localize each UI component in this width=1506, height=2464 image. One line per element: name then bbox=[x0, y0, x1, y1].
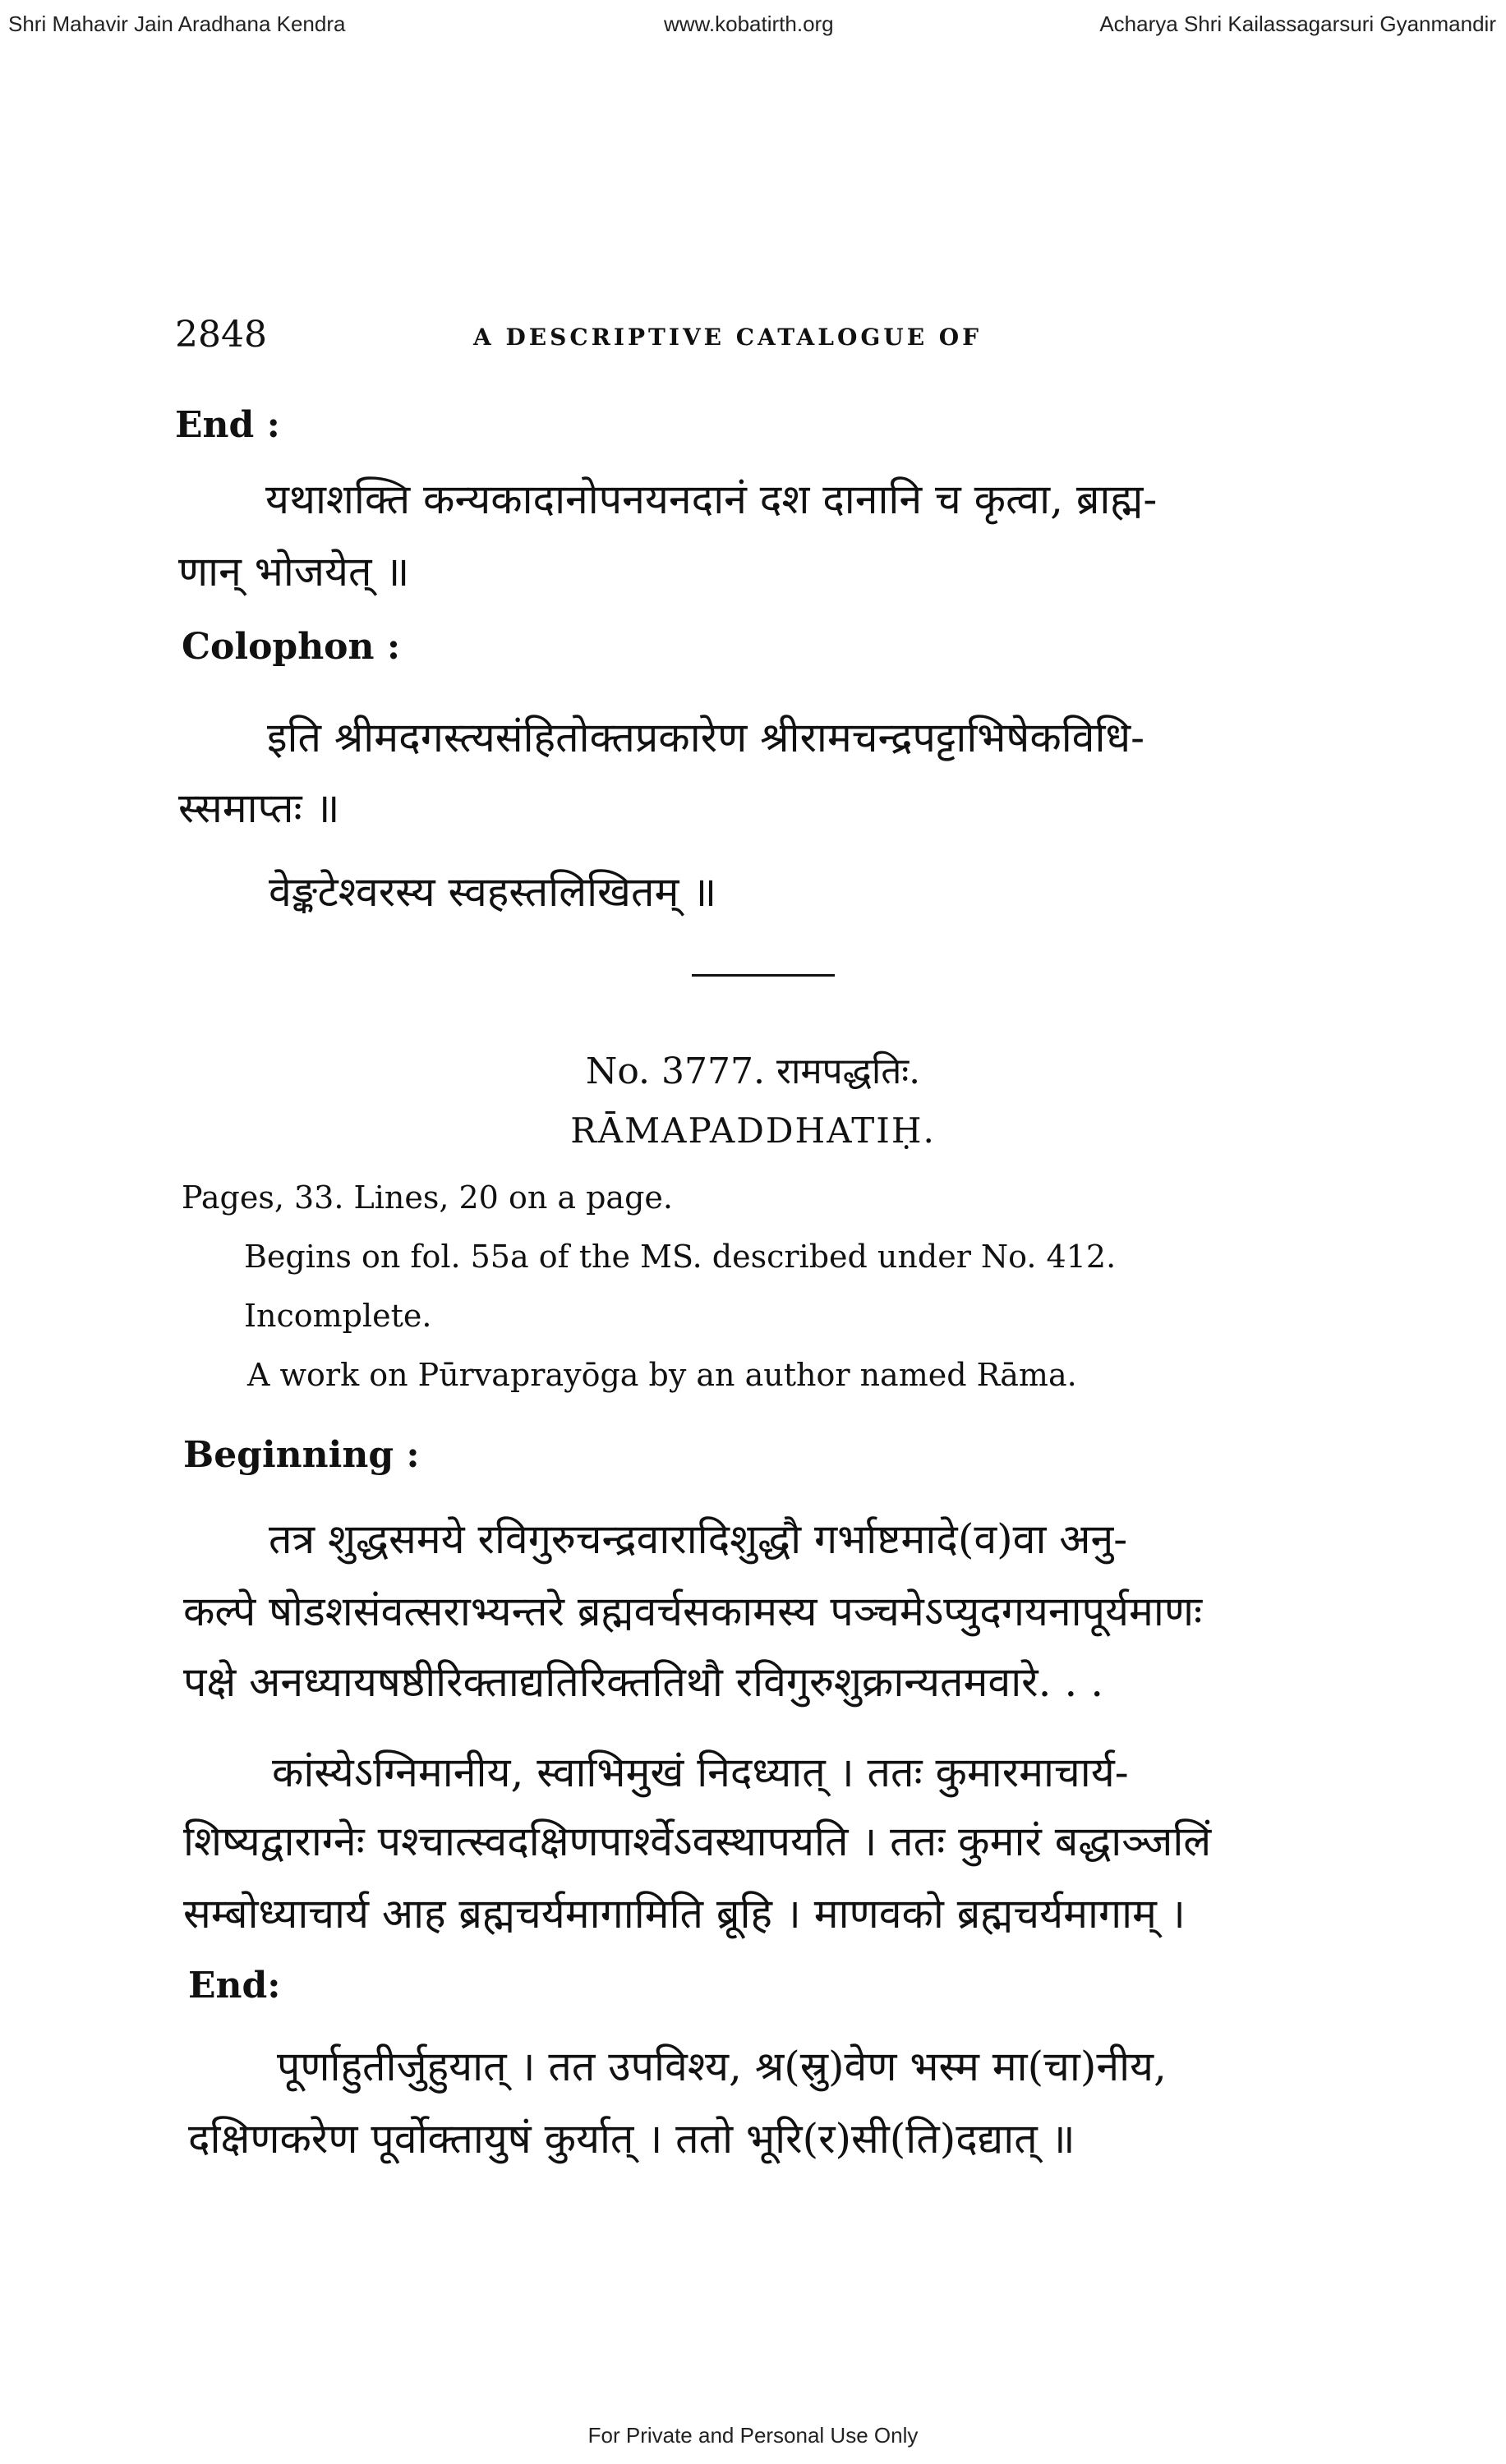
header-left-text: Shri Mahavir Jain Aradhana Kendra bbox=[8, 11, 346, 36]
colophon-label: Colophon : bbox=[182, 626, 401, 668]
site-header bbox=[0, 11, 1506, 44]
end-line-2: दक्षिणकरेण पूर्वोक्तायुषं कुर्यात् । ततो भूरि(र)सी(ति)दद्यात् ॥ bbox=[188, 2115, 1075, 2163]
header-website-link[interactable]: www.kobatirth.org bbox=[664, 11, 834, 36]
beginning-label: Beginning : bbox=[183, 1434, 420, 1476]
beginning-line-3: पक्षे अनध्यायषष्ठीरिक्ताद्यतिरिक्ततिथौ रविगुरुशुक्रान्यतमवारे. . . bbox=[183, 1658, 1104, 1706]
beginning-line-2: कल्पे षोडशसंवत्सराभ्यन्तरे ब्रह्मवर्चसकामस्य पञ्चमेऽप्युदगयनापूर्यमाणः bbox=[183, 1588, 1203, 1635]
footer-notice: For Private and Personal Use Only bbox=[587, 2423, 919, 2448]
header-right-text: Acharya Shri Kailassagarsuri Gyanmandir bbox=[1099, 11, 1496, 36]
colophon-line-1: इति श्रीमदगस्त्यसंहितोक्तप्रकारेण श्रीरामचन्द्रपट्टाभिषेकविधि- bbox=[267, 714, 1145, 761]
page-number: 2848 bbox=[175, 314, 267, 356]
entry-note-2: Incomplete. bbox=[244, 1298, 432, 1334]
entry-title: No. 3777. रामपद्धतिः. bbox=[585, 1050, 921, 1092]
end-line-1: पूर्णाहुतीर्जुहुयात् । तत उपविश्य, श्र(स्रु)वेण भस्म मा(चा)नीय, bbox=[277, 2043, 1167, 2090]
end-label: End: bbox=[188, 1965, 281, 2007]
entry-pages-line: Pages, 33. Lines, 20 on a page. bbox=[182, 1179, 673, 1216]
entry-note-3: A work on Pūrvaprayōga by an author named Rāma. bbox=[247, 1357, 1077, 1393]
beginning-line-4: कांस्येऽग्निमानीय, स्वाभिमुखं निदध्यात् । ततः कुमारमाचार्य- bbox=[272, 1749, 1129, 1796]
running-head: A DESCRIPTIVE CATALOGUE OF bbox=[473, 324, 983, 351]
section-divider bbox=[692, 974, 835, 977]
entry-roman-title: RĀMAPADDHATIḤ. bbox=[570, 1110, 936, 1151]
entry-note-1: Begins on fol. 55a of the MS. described under No. 412. bbox=[244, 1239, 1117, 1275]
prev-end-label: End : bbox=[175, 404, 280, 446]
prev-end-line-1: यथाशक्ति कन्यकादानोपनयनदानं दश दानानि च कृत्वा, ब्राह्म- bbox=[265, 476, 1158, 523]
colophon-line-2: स्समाप्तः ॥ bbox=[178, 784, 340, 832]
beginning-line-1: तत्र शुद्धसमये रविगुरुचन्द्रवारादिशुद्धौ गर्भाष्टमादे(व)वा अनु- bbox=[269, 1515, 1128, 1563]
beginning-line-5: शिष्यद्वाराग्नेः पश्चात्स्वदक्षिणपार्श्वेऽवस्थापयति । ततः कुमारं बद्धाञ्जलिं bbox=[183, 1818, 1212, 1865]
beginning-line-6: सम्बोध्याचार्य आह ब्रह्मचर्यमागामिति ब्रूहि । माणवको ब्रह्मचर्यमागाम् । bbox=[183, 1890, 1186, 1938]
colophon-line-3: वेङ्कटेश्वरस्य स्वहस्तलिखितम् ॥ bbox=[269, 868, 717, 916]
prev-end-line-2: णान् भोजयेत् ॥ bbox=[178, 548, 410, 595]
